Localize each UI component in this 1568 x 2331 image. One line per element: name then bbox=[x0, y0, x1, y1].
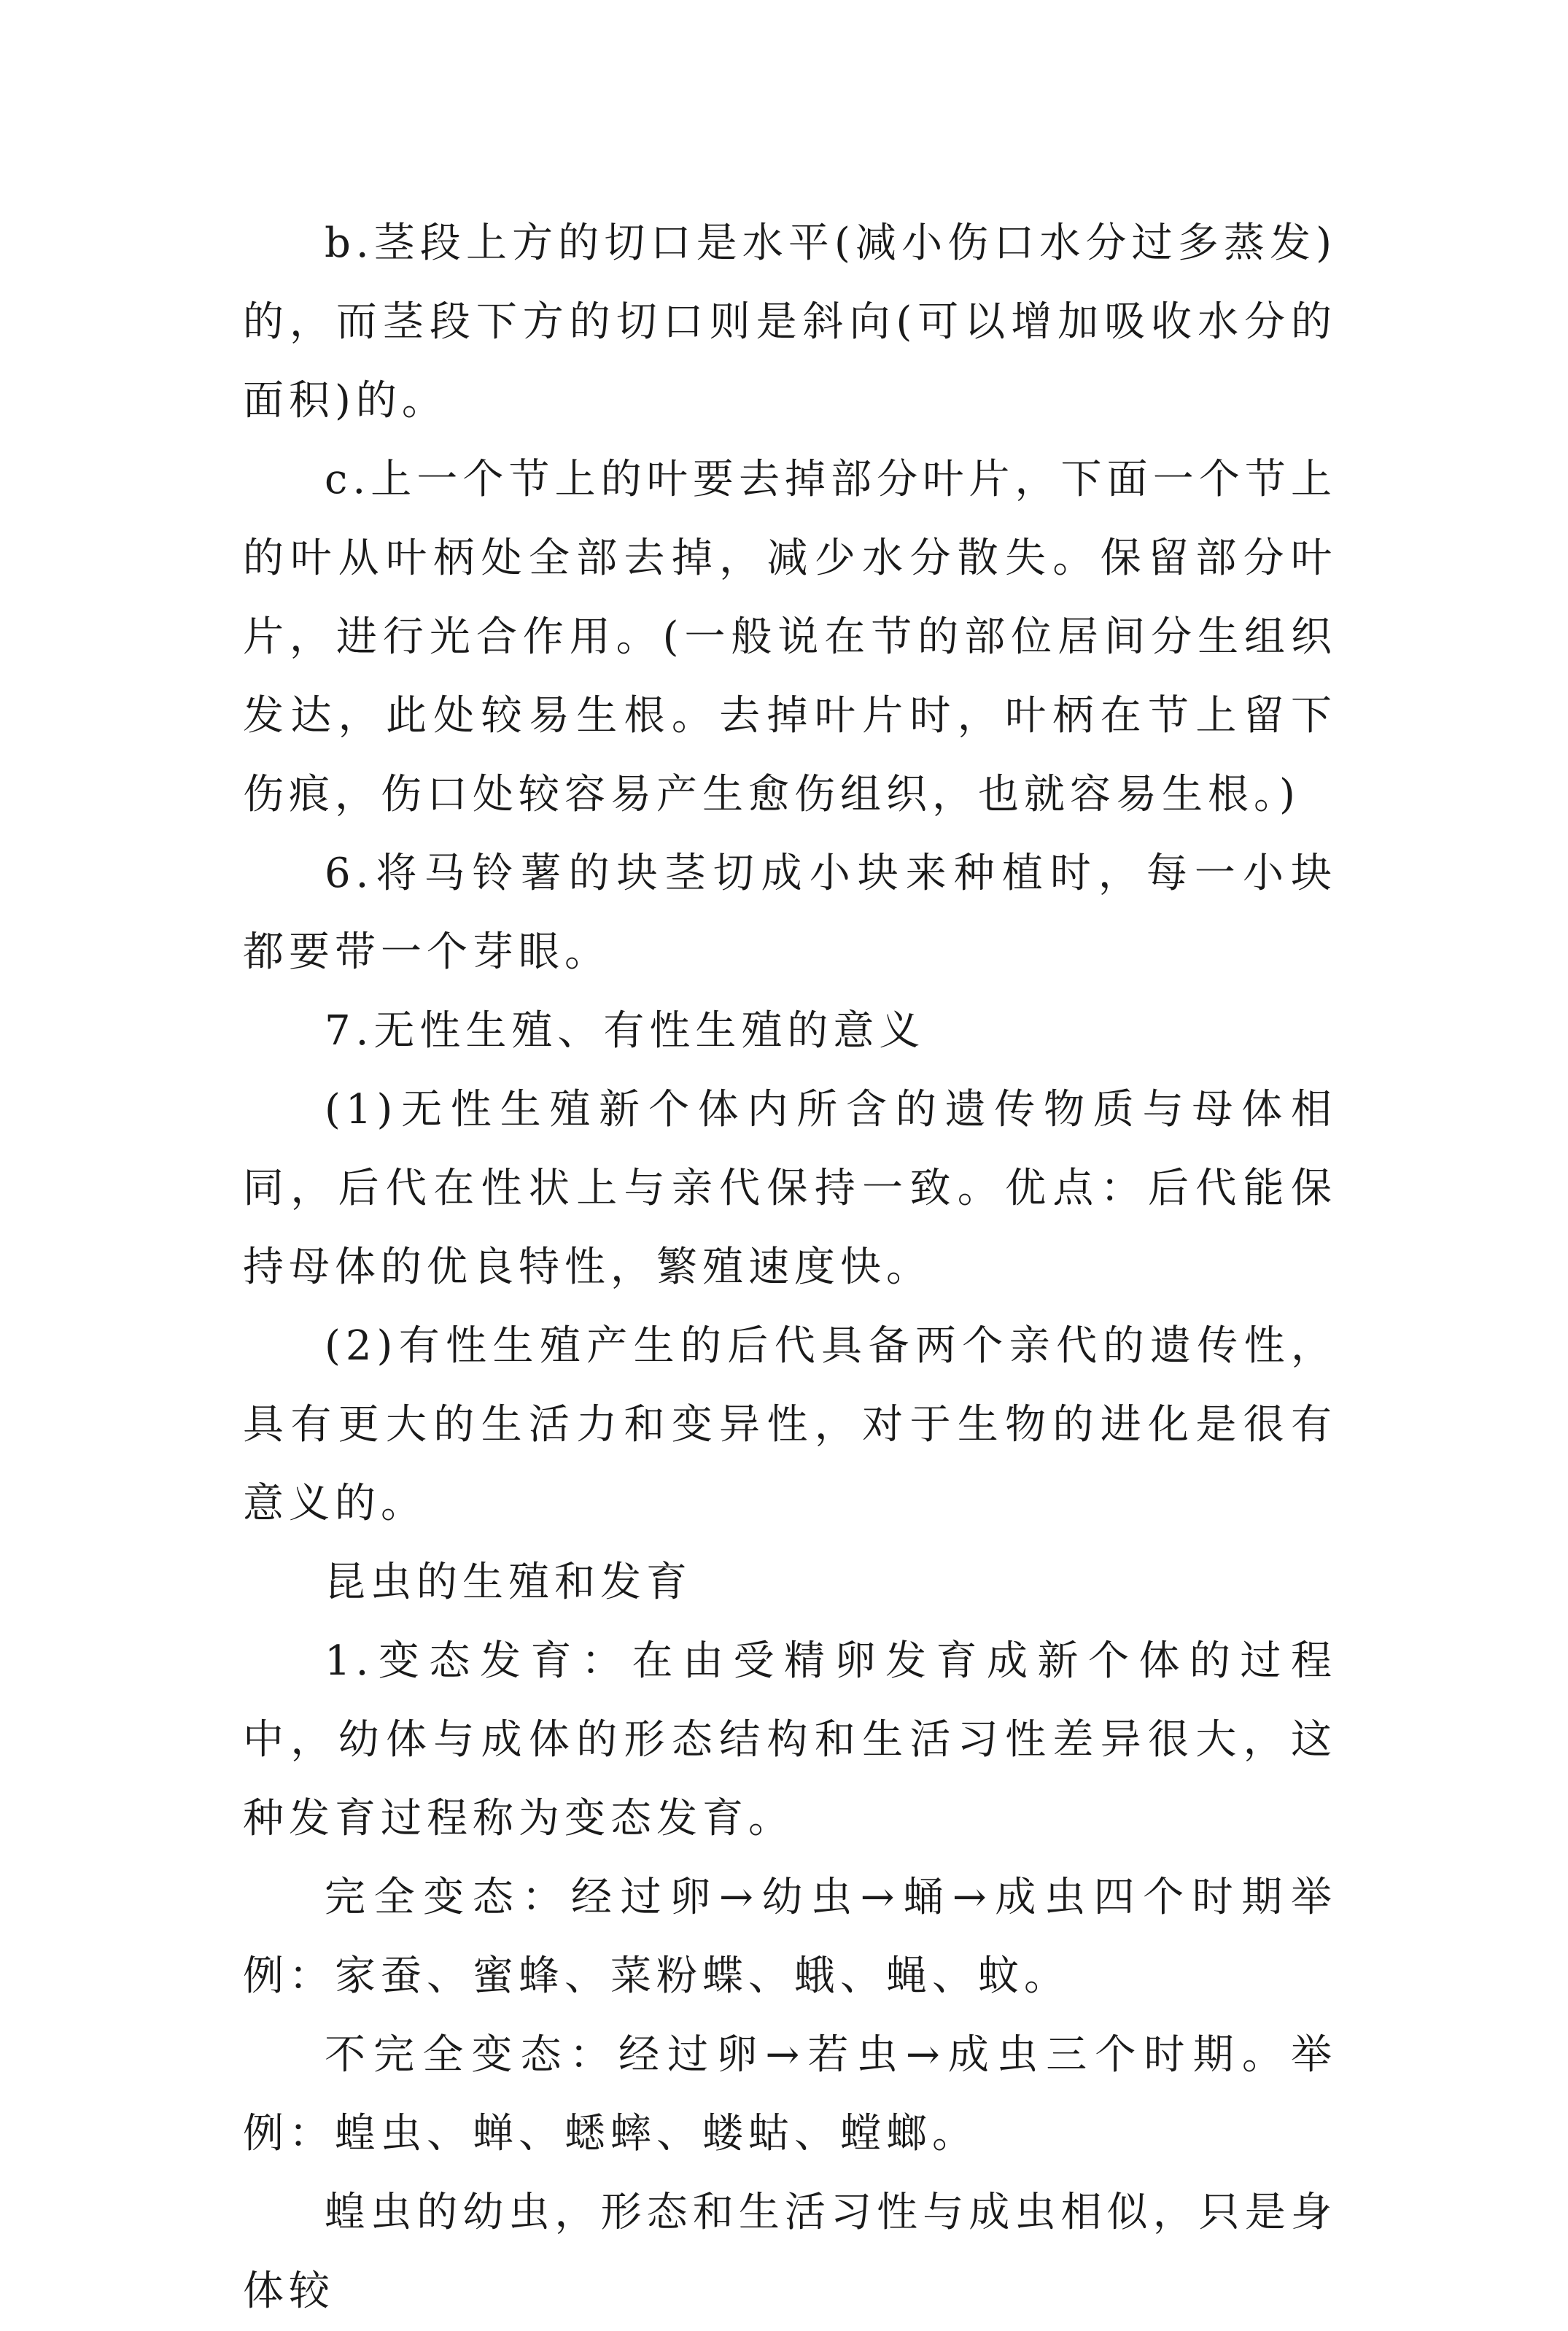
document-body bbox=[243, 204, 1337, 2331]
paragraph-incomplete-metamorphosis: 不完全变态：经过卵→若虫→成虫三个时期。举例：蝗虫、蝉、蟋蟀、蝼蛄、螳螂。 bbox=[243, 2031, 1337, 2157]
paragraph-locust-larva: 蝗虫的幼虫，形态和生活习性与成虫相似，只是身体较 bbox=[243, 2189, 1337, 2315]
paragraph-asexual-meaning: (1)无性生殖新个体内所含的遗传物质与母体相同，后代在性状上与亲代保持一致。优点：后代能保持母体的优良特性，繁殖速度快。 bbox=[243, 1086, 1337, 1291]
paragraph-metamorphosis-definition: 1.变态发育：在由受精卵发育成新个体的过程中，幼体与成体的形态结构和生活习性差异很大，这种发育过程称为变态发育。 bbox=[243, 1637, 1337, 1842]
section-heading-insects: 昆虫的生殖和发育 bbox=[325, 1559, 692, 1606]
paragraph-cutting-direction: b.茎段上方的切口是水平(减小伤口水分过多蒸发)的，而茎段下方的切口则是斜向(可以增加吸收水分的面积)的。 bbox=[243, 220, 1337, 424]
paragraph-leaf-removal: c.上一个节上的叶要去掉部分叶片，下面一个节上的叶从叶柄处全部去掉，减少水分散失。保留部分叶片，进行光合作用。(一般说在节的部位居间分生组织发达，此处较易生根。去掉叶片时，叶柄在节上留下伤痕，伤口处较容易产生愈伤组织，也就容易生根。) bbox=[243, 456, 1337, 818]
paragraph-potato-planting: 6.将马铃薯的块茎切成小块来种植时，每一小块都要带一个芽眼。 bbox=[243, 850, 1337, 976]
paragraph-reproduction-meaning-heading: 7.无性生殖、有性生殖的意义 bbox=[325, 1007, 925, 1055]
paragraph-complete-metamorphosis: 完全变态：经过卵→幼虫→蛹→成虫四个时期举例：家蚕、蜜蜂、菜粉蝶、蛾、蝇、蚊。 bbox=[243, 1874, 1337, 2000]
paragraph-sexual-meaning: (2)有性生殖产生的后代具备两个亲代的遗传性，具有更大的生活力和变异性，对于生物的进化是很有意义的。 bbox=[243, 1322, 1337, 1527]
